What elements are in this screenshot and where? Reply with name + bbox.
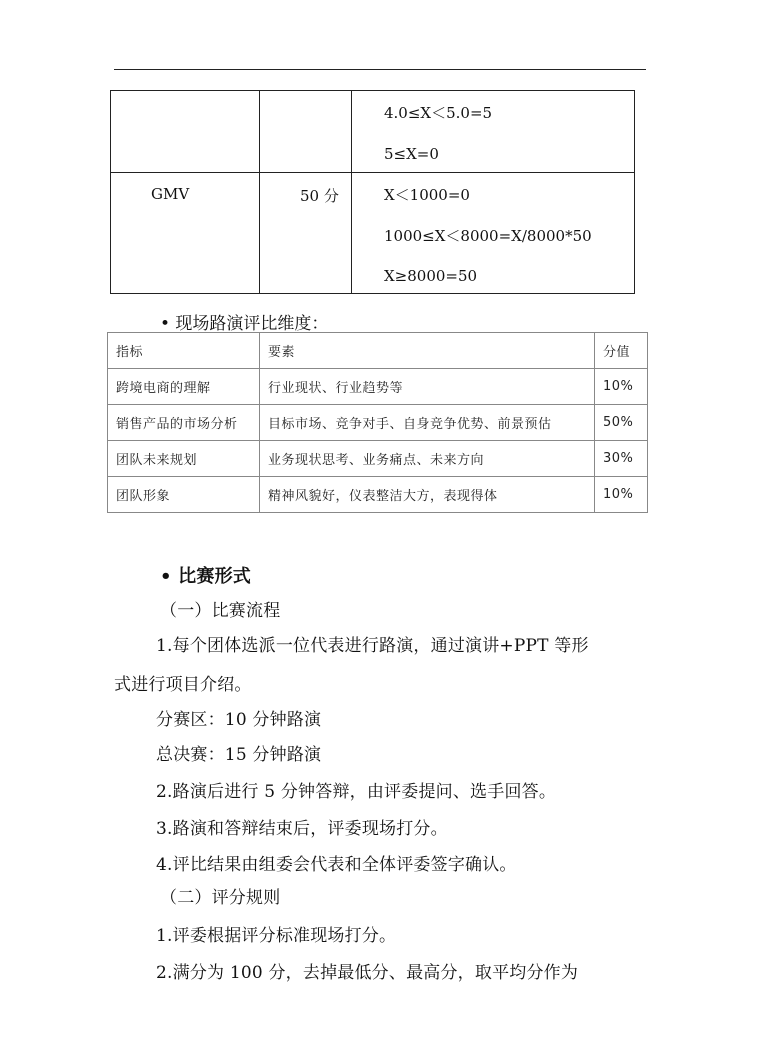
rules-cell [352, 91, 635, 173]
table-cell: 50% [595, 405, 648, 441]
table-row [108, 441, 648, 477]
section-title: （二）评分规则 [160, 888, 281, 908]
indicator-cell [111, 173, 260, 294]
table-row [108, 405, 648, 441]
table-cell: 10% [595, 369, 648, 405]
roadshow-table [107, 332, 648, 513]
rule-line: 1000≤X＜8000=X/8000*50 [384, 226, 592, 245]
roadshow-heading: • 现场路演评比维度： [160, 314, 329, 334]
table-cell: 业务现状思考、业务痛点、未来方向 [260, 441, 595, 477]
table-cell: 团队未来规划 [108, 441, 260, 477]
header-rule [114, 69, 646, 70]
paragraph-line: 4.评比结果由组委会代表和全体评委签字确认。 [156, 855, 517, 875]
table-cell: 10% [595, 477, 648, 513]
table-cell: 目标市场、竞争对手、自身竞争优势、前景预估 [260, 405, 595, 441]
paragraph-line: 分赛区：10 分钟路演 [156, 710, 322, 730]
paragraph-line: 1.每个团体选派一位代表进行路演，通过演讲+PPT 等形 [156, 636, 589, 656]
section-title: （一）比赛流程 [160, 601, 281, 621]
indicator-cell [111, 91, 260, 173]
table-row [111, 91, 635, 173]
paragraph-line: 3.路演和答辩结束后，评委现场打分。 [156, 819, 448, 839]
table-cell: 团队形象 [108, 477, 260, 513]
table-row [108, 369, 648, 405]
rule-line: X≥8000=50 [384, 267, 478, 285]
paragraph-line: 式进行项目介绍。 [114, 675, 252, 695]
paragraph-line: 1.评委根据评分标准现场打分。 [156, 926, 397, 946]
header-cell: 指标 [108, 333, 260, 369]
points-cell [260, 173, 352, 294]
rule-line: 4.0≤X＜5.0=5 [384, 104, 493, 122]
table-cell: 跨境电商的理解 [108, 369, 260, 405]
rules-cell [352, 173, 635, 294]
table-cell: 销售产品的市场分析 [108, 405, 260, 441]
table-cell: 行业现状、行业趋势等 [260, 369, 595, 405]
table-header-row [108, 333, 648, 369]
header-cell: 要素 [260, 333, 595, 369]
paragraph-line: 2.路演后进行 5 分钟答辩，由评委提问、选手回答。 [156, 782, 557, 802]
table-cell: 30% [595, 441, 648, 477]
score-table [110, 90, 635, 294]
indicator-label: GMV [151, 185, 190, 203]
table-cell: 精神风貌好，仪表整洁大方，表现得体 [260, 477, 595, 513]
paragraph-line: 2.满分为 100 分，去掉最低分、最高分，取平均分作为 [156, 963, 579, 983]
table-row [108, 477, 648, 513]
rule-line: 5≤X=0 [384, 144, 439, 163]
points-cell [260, 91, 352, 173]
points-label: 50 分 [300, 187, 339, 205]
table-row [111, 173, 635, 294]
rule-line: X＜1000=0 [384, 186, 470, 204]
paragraph-line: 总决赛：15 分钟路演 [156, 745, 322, 765]
format-heading: • 比赛形式 [160, 566, 251, 587]
header-cell: 分值 [595, 333, 648, 369]
